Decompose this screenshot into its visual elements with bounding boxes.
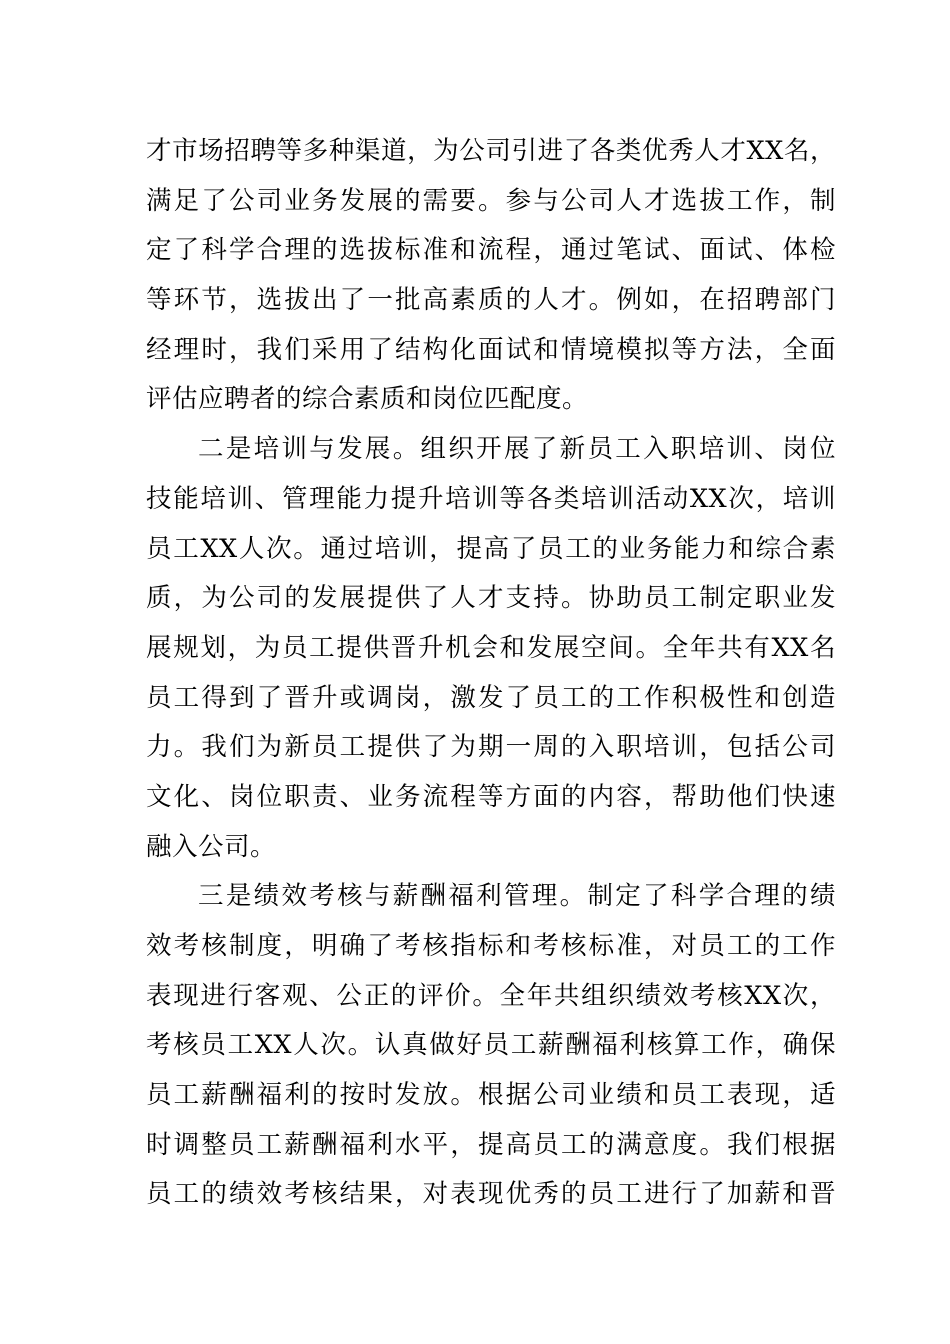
text-line: 等环节，选拔出了一批高素质的人才。例如，在招聘部门 — [146, 285, 836, 316]
text-line: 定了科学合理的选拔标准和流程，通过笔试、面试、体检 — [146, 235, 836, 266]
text-line: 效考核制度，明确了考核指标和考核标准，对员工的工作 — [146, 931, 836, 961]
text-line: 员工的绩效考核结果，对表现优秀的员工进行了加薪和晋 — [146, 1179, 836, 1210]
paragraph-performance — [146, 872, 836, 1220]
text-line: 才市场招聘等多种渠道，为公司引进了各类优秀人才XX名， — [146, 136, 836, 166]
text-line: 满足了公司业务发展的需要。参与公司人才选拔工作，制 — [146, 185, 836, 216]
paragraph-recruitment — [146, 127, 836, 425]
text-line: 时调整员工薪酬福利水平，提高员工的满意度。我们根据 — [146, 1129, 836, 1160]
text-line: 技能培训、管理能力提升培训等各类培训活动XX次，培训 — [146, 483, 836, 514]
text-line: 展规划，为员工提供晋升机会和发展空间。全年共有XX名 — [146, 632, 836, 663]
text-line: 表现进行客观、公正的评价。全年共组织绩效考核XX次， — [146, 980, 836, 1011]
paragraph-training — [146, 425, 836, 872]
document-body — [146, 127, 836, 1220]
text-line: 文化、岗位职责、业务流程等方面的内容，帮助他们快速 — [146, 781, 836, 812]
text-line: 力。我们为新员工提供了为期一周的入职培训，包括公司 — [146, 732, 836, 763]
text-line: 员工得到了晋升或调岗，激发了员工的工作积极性和创造 — [146, 682, 836, 713]
text-line: 员工薪酬福利的按时发放。根据公司业绩和员工表现，适 — [146, 1080, 836, 1111]
text-line: 员工XX人次。通过培训，提高了员工的业务能力和综合素 — [146, 533, 836, 564]
text-line: 考核员工XX人次。认真做好员工薪酬福利核算工作，确保 — [146, 1030, 836, 1061]
text-line: 经理时，我们采用了结构化面试和情境模拟等方法，全面 — [146, 334, 836, 365]
text-line: 评估应聘者的综合素质和岗位匹配度。 — [146, 384, 589, 415]
text-line: 三是绩效考核与薪酬福利管理。制定了科学合理的绩 — [198, 881, 836, 912]
text-line: 二是培训与发展。组织开展了新员工入职培训、岗位 — [198, 434, 836, 465]
text-line: 质，为公司的发展提供了人才支持。协助员工制定职业发 — [146, 583, 836, 614]
text-line: 融入公司。 — [146, 831, 277, 862]
